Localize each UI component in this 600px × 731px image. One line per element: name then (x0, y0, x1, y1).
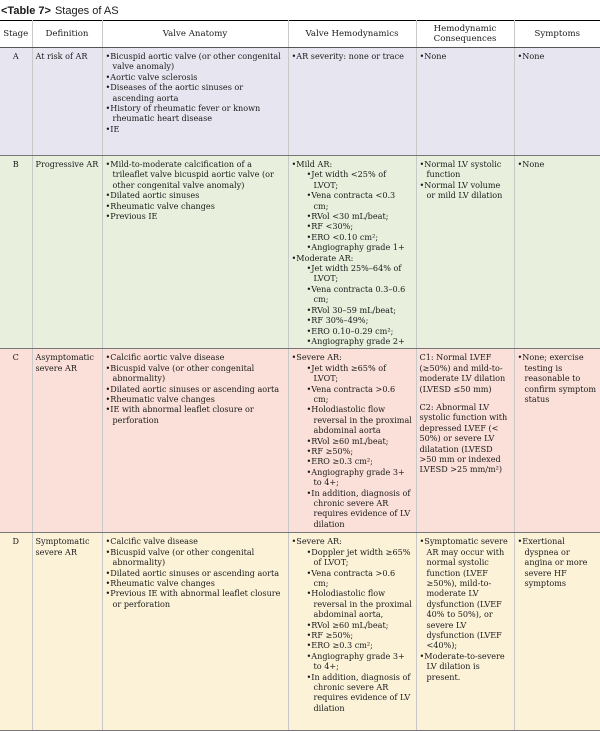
hemodynamics-item: • Severe AR: • Jet width ≥65% of LVOT; • Vena contracta >0.6 cm; • Holodiastolic flow reversal in the proximal abdominal aorta • RVol ≥60 mL/beat; • RF ≥50%; • ERO ≥0.3 cm²; • Angiography grade 3+ to 4+; • In addition, diagnosis of chronic severe AR requires evidence of LV dilation (292, 352, 413, 529)
hemodynamics-subitem: • Vena contracta >0.6 cm; (307, 568, 413, 589)
table-row (0, 349, 600, 533)
anatomy-item: • Dilated aortic sinuses or ascending aorta (106, 384, 285, 394)
hemodynamics-subitem: • Angiography grade 3+ to 4+; (307, 467, 413, 488)
valve-hemodynamics-cell (288, 349, 416, 533)
hemodynamics-subitem: • ERO <0.10 cm²; (307, 232, 413, 242)
anatomy-item: • Calcific valve disease (106, 536, 285, 546)
valve-anatomy-cell (102, 48, 288, 156)
table-title: Stages of AS (54, 5, 119, 17)
hemodynamics-subitem: • RVol 30–59 mL/beat; (307, 305, 413, 315)
hemodynamics-subitem: • In addition, diagnosis of chronic severe AR requires evidence of LV dilation (307, 672, 413, 714)
anatomy-item: • IE with abnormal leaflet closure or perforation (106, 404, 285, 425)
valve-hemodynamics-cell (288, 533, 416, 731)
stage-cell: D (0, 533, 32, 731)
symptoms-cell (514, 533, 600, 731)
consequences-cell (416, 349, 514, 533)
anatomy-item: • Diseases of the aortic sinuses or ascending aorta (106, 82, 285, 103)
consequences-item: • Normal LV systolic function (420, 159, 511, 180)
valve-hemodynamics-cell (288, 48, 416, 156)
anatomy-item: • Calcific aortic valve disease (106, 352, 285, 362)
symptoms-list (518, 51, 598, 61)
symptoms-cell (514, 48, 600, 156)
hemodynamics-subitem: • Vena contracta <0.3 cm; (307, 190, 413, 211)
anatomy-item: • Dilated aortic sinuses (106, 190, 285, 200)
definition-cell: Progressive AR (32, 156, 102, 349)
hemodynamics-sublist (299, 547, 413, 714)
anatomy-item: • Mild-to-moderate calcification of a trileaflet valve bicuspid aortic valve (or other congenital valve anomaly) (106, 159, 285, 190)
symptoms-item: • None (518, 51, 598, 61)
stage-cell: B (0, 156, 32, 349)
consequences-item: • Symptomatic severe AR may occur with normal systolic function (LVEF ≥50%), mild-to-moderate LV dysfunction (LVEF 40% to 50%), or severe LV dysfunction (LVEF <40%); (420, 536, 511, 650)
anatomy-item: • IE (106, 124, 285, 134)
anatomy-item: • Bicuspid aortic valve (or other congenital valve anomaly) (106, 51, 285, 72)
hemodynamics-subitem: • Jet width 25%–64% of LVOT; (307, 263, 413, 284)
valve-anatomy-cell (102, 156, 288, 349)
definition-cell: Asymptomatic severe AR (32, 349, 102, 533)
header-valve-anatomy: Valve Anatomy (102, 21, 288, 48)
header-stage: Stage (0, 21, 32, 48)
hemodynamics-subitem: • In addition, diagnosis of chronic severe AR requires evidence of LV dilation (307, 488, 413, 530)
table-caption (0, 4, 600, 20)
symptoms-item: • Exertional dyspnea or angina or more severe HF symptoms (518, 536, 598, 588)
hemodynamics-subitem: • Jet width <25% of LVOT; (307, 169, 413, 190)
valve-anatomy-cell (102, 349, 288, 533)
anatomy-list (106, 51, 285, 134)
valve-anatomy-cell (102, 533, 288, 731)
header-symptoms: Symptoms (514, 21, 600, 48)
hemodynamics-item: • Severe AR: • Doppler jet width ≥65% of LVOT; • Vena contracta >0.6 cm; • Holodiastolic flow reversal in the proximal abdominal aorta, • RVol ≥60 mL/beat; • RF ≥50%; • ERO ≥0.3 cm²; • Angiography grade 3+ to 4+; • In addition, diagnosis of chronic severe AR requires evidence of LV dilation (292, 536, 413, 713)
anatomy-list (106, 352, 285, 425)
hemodynamics-subitem: • ERO ≥0.3 cm²; (307, 456, 413, 466)
consequences-list (420, 159, 511, 201)
hemodynamics-subitem: • RF 30%–49%; (307, 315, 413, 325)
stage-cell: C (0, 349, 32, 533)
hemodynamics-item: • Moderate AR: • Jet width 25%–64% of LVOT; • Vena contracta 0.3–0.6 cm; • RVol 30–59 mL/beat; • RF 30%–49%; • ERO 0.10–0.29 cm²; • Angiography grade 2+ (292, 253, 413, 347)
hemodynamics-subitem: • ERO 0.10–0.29 cm²; (307, 326, 413, 336)
anatomy-item: • Previous IE with abnormal leaflet closure or perforation (106, 588, 285, 609)
hemodynamics-item: • Mild AR: • Jet width <25% of LVOT; • Vena contracta <0.3 cm; • RVol <30 mL/beat; • RF <30%; • ERO <0.10 cm²; • Angiography grade 1+ (292, 159, 413, 253)
symptoms-list (518, 536, 598, 588)
hemodynamics-subitem: • Angiography grade 2+ (307, 336, 413, 346)
header-hemodynamic-consequences: Hemodynamic Consequences (416, 21, 514, 48)
hemodynamics-list (292, 51, 413, 61)
hemodynamics-subitem: • RVol ≥60 mL/beat; (307, 620, 413, 630)
hemodynamics-item: • AR severity: none or trace (292, 51, 413, 61)
table-row (0, 533, 600, 731)
consequences-cell (416, 533, 514, 731)
header-definition: Definition (32, 21, 102, 48)
hemodynamics-subitem: • Doppler jet width ≥65% of LVOT; (307, 547, 413, 568)
hemodynamics-list (292, 536, 413, 713)
anatomy-item: • Bicuspid valve (or other congenital abnormality) (106, 547, 285, 568)
anatomy-item: • Bicuspid valve (or other congenital abnormality) (106, 363, 285, 384)
consequences-list (420, 51, 511, 61)
table-row (0, 156, 600, 349)
table-row (0, 48, 600, 156)
hemodynamics-list (292, 159, 413, 346)
hemodynamics-subitem: • Holodiastolic flow reversal in the proximal abdominal aorta, (307, 588, 413, 619)
consequences-cell (416, 48, 514, 156)
consequences-list (420, 536, 511, 682)
hemodynamics-sublist (299, 263, 413, 346)
stage-cell: A (0, 48, 32, 156)
anatomy-item: • Rheumatic valve changes (106, 578, 285, 588)
hemodynamics-subitem: • RF <30%; (307, 221, 413, 231)
table-number: <Table 7> (1, 5, 51, 17)
valve-hemodynamics-cell (288, 156, 416, 349)
consequences-paragraph: C1: Normal LVEF (≥50%) and mild-to-moderate LV dilation (LVESD ≤50 mm) (419, 352, 506, 394)
hemodynamics-subitem: • Holodiastolic flow reversal in the proximal abdominal aorta (307, 404, 413, 435)
symptoms-item: • None; exercise testing is reasonable to confirm symptom status (518, 352, 598, 404)
hemodynamics-subitem: • RVol <30 mL/beat; (307, 211, 413, 221)
anatomy-item: • Previous IE (106, 211, 285, 221)
anatomy-item: • Rheumatic valve changes (106, 201, 285, 211)
anatomy-list (106, 536, 285, 609)
definition-cell: At risk of AR (32, 48, 102, 156)
hemodynamics-sublist (299, 363, 413, 530)
hemodynamics-subitem: • Angiography grade 3+ to 4+; (307, 651, 413, 672)
consequences-cell (416, 156, 514, 349)
anatomy-item: • Rheumatic valve changes (106, 394, 285, 404)
hemodynamics-subitem: • Vena contracta >0.6 cm; (307, 384, 413, 405)
hemodynamics-subitem: • Vena contracta 0.3–0.6 cm; (307, 284, 413, 305)
anatomy-item: • Aortic valve sclerosis (106, 72, 285, 82)
anatomy-item: • History of rheumatic fever or known rheumatic heart disease (106, 103, 285, 124)
anatomy-list (106, 159, 285, 221)
consequences-item: • Moderate-to-severe LV dilation is present. (420, 651, 511, 682)
anatomy-item: • Dilated aortic sinuses or ascending aorta (106, 568, 285, 578)
hemodynamics-subitem: • RF ≥50%; (307, 446, 413, 456)
consequences-paragraph: C2: Abnormal LV systolic function with depressed LVEF (< 50%) or severe LV dilatation (LVESD >50 mm or indexed LVESD >25 mm/m²) (419, 401, 508, 475)
hemodynamics-sublist (299, 169, 413, 252)
hemodynamics-subitem: • Angiography grade 1+ (307, 242, 413, 252)
hemodynamics-subitem: • RVol ≥60 mL/beat; (307, 436, 413, 446)
hemodynamics-subitem: • Jet width ≥65% of LVOT; (307, 363, 413, 384)
table-body (0, 48, 600, 731)
hemodynamics-list (292, 352, 413, 529)
consequences-item: • Normal LV volume or mild LV dilation (420, 180, 511, 201)
header-row (0, 21, 600, 48)
symptoms-list (518, 159, 598, 169)
hemodynamics-subitem: • RF ≥50%; (307, 630, 413, 640)
stages-table (0, 20, 600, 731)
consequences-item: • None (420, 51, 511, 61)
hemodynamics-subitem: • ERO ≥0.3 cm²; (307, 640, 413, 650)
symptoms-cell (514, 156, 600, 349)
symptoms-item: • None (518, 159, 598, 169)
symptoms-list (518, 352, 598, 404)
header-valve-hemodynamics: Valve Hemodynamics (288, 21, 416, 48)
definition-cell: Symptomatic severe AR (32, 533, 102, 731)
symptoms-cell (514, 349, 600, 533)
